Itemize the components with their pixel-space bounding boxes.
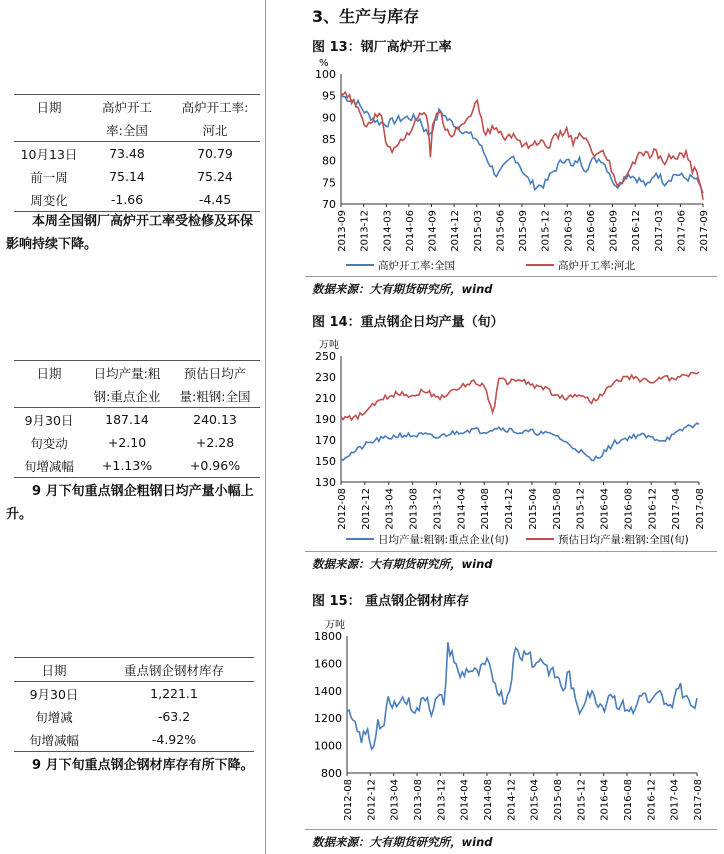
x-tick-label: 2015-08 xyxy=(551,488,563,530)
y-tick-label: 1000 xyxy=(314,739,342,753)
x-tick-label: 2016-04 xyxy=(599,779,611,821)
column-divider xyxy=(265,0,266,854)
y-tick-label: 1800 xyxy=(314,630,342,643)
x-tick-label: 2014-08 xyxy=(483,779,494,821)
x-tick-label: 2013-12 xyxy=(436,779,448,821)
x-tick-label: 2015-12 xyxy=(540,210,552,252)
x-tick-label: 2017-08 xyxy=(695,488,706,530)
col-header-date: 日期 xyxy=(14,95,84,119)
col-header-inventory: 重点钢企钢材库存 xyxy=(94,658,254,682)
figure-15-title: 图 15： 重点钢企钢材库存 xyxy=(312,594,470,609)
figure-15-source: 数据来源：大有期货研究所，wind xyxy=(312,835,493,849)
separator xyxy=(305,551,717,552)
y-tick-label: 170 xyxy=(315,434,336,447)
y-tick-label: 230 xyxy=(315,371,336,384)
x-tick-label: 2014-08 xyxy=(480,488,492,530)
x-tick-label: 2012-08 xyxy=(343,779,354,821)
x-tick-label: 2013-08 xyxy=(408,488,420,530)
x-tick-label: 2016-09 xyxy=(608,210,620,252)
x-tick-label: 2015-09 xyxy=(518,210,529,252)
chart-daily-output xyxy=(305,334,717,549)
legend-label: 高炉开工率:河北 xyxy=(558,260,636,272)
col-header-key-output-2: 钢:重点企业 xyxy=(84,384,170,408)
x-tick-label: 2015-03 xyxy=(472,210,484,252)
x-tick-label: 2016-06 xyxy=(585,210,597,252)
x-tick-label: 2014-12 xyxy=(506,779,518,821)
figure-14-title: 图 14：重点钢企日均产量（旬） xyxy=(312,315,504,330)
x-tick-label: 2015-12 xyxy=(575,488,587,530)
table-blast-furnace xyxy=(14,94,260,212)
col-header-national-output-2: 量:粗钢:全国 xyxy=(170,384,260,408)
x-tick-label: 2016-12 xyxy=(631,210,643,252)
figure-13-title: 图 13：钢厂高炉开工率 xyxy=(312,40,452,55)
x-tick-label: 2014-12 xyxy=(504,488,516,530)
col-header-hebei-rate: 高炉开工率: xyxy=(170,95,260,119)
y-tick-label: 1400 xyxy=(314,684,342,698)
x-tick-label: 2016-12 xyxy=(646,779,658,821)
x-tick-label: 2012-12 xyxy=(360,488,372,530)
col-header-national-rate: 高炉开工 xyxy=(84,95,170,119)
y-tick-label: 190 xyxy=(315,413,336,426)
x-tick-label: 2013-09 xyxy=(337,210,348,252)
col-header-date: 日期 xyxy=(14,658,94,682)
col-header-key-output: 日均产量:粗 xyxy=(84,361,170,385)
figure-14-source: 数据来源：大有期货研究所，wind xyxy=(312,557,493,571)
y-tick-label: 75 xyxy=(322,176,336,190)
x-tick-label: 2016-12 xyxy=(647,488,659,530)
x-tick-label: 2014-04 xyxy=(459,779,471,821)
x-tick-label: 2016-08 xyxy=(623,779,634,821)
x-tick-label: 2013-04 xyxy=(384,488,396,530)
table-row: 9月30日 187.14 240.13 xyxy=(24,412,237,428)
note-inventory: 9 月下旬重点钢企钢材库存有所下降。 xyxy=(32,758,254,773)
chart-steel-inventory xyxy=(305,612,717,822)
y-unit-label: 万吨 xyxy=(325,620,345,631)
figure-13-source: 数据来源：大有期货研究所，wind xyxy=(312,282,493,296)
y-tick-label: 70 xyxy=(322,198,336,211)
x-tick-label: 2015-12 xyxy=(576,779,588,821)
series-line xyxy=(341,372,699,420)
x-tick-label: 2016-08 xyxy=(623,488,635,530)
table-row: 10月13日 73.48 70.79 xyxy=(20,146,233,162)
y-tick-label: 1200 xyxy=(314,712,342,726)
x-tick-label: 2017-03 xyxy=(653,210,665,252)
legend-label: 高炉开工率:全国 xyxy=(378,260,456,272)
y-tick-label: 130 xyxy=(315,476,336,489)
y-tick-label: 95 xyxy=(322,89,336,103)
x-tick-label: 2013-04 xyxy=(389,779,401,821)
x-tick-label: 2013-12 xyxy=(359,210,371,252)
x-tick-label: 2015-04 xyxy=(527,488,539,530)
chart-blast-furnace-rate xyxy=(305,60,717,275)
x-tick-label: 2016-04 xyxy=(599,488,611,530)
note-blast-furnace: 本周全国钢厂高炉开工率受检修及环保影响持续下降。 xyxy=(6,214,254,252)
table-row: 旬变动 +2.10 +2.28 xyxy=(30,435,235,451)
col-header-national-rate-2: 率:全国 xyxy=(84,118,170,142)
col-header-date: 日期 xyxy=(14,361,84,385)
series-line xyxy=(341,92,703,200)
table-row: 旬增减幅 -4.92% xyxy=(14,728,254,752)
y-tick-label: 150 xyxy=(315,455,336,468)
table-row: 9月30日 1,221.1 xyxy=(29,686,198,702)
series-line xyxy=(341,423,699,460)
separator xyxy=(305,829,717,830)
legend-label: 预估日均产量:粗钢:全国(旬) xyxy=(558,534,689,546)
y-unit-label: % xyxy=(319,58,329,69)
x-tick-label: 2016-03 xyxy=(563,210,575,252)
y-tick-label: 800 xyxy=(321,767,342,780)
y-tick-label: 1600 xyxy=(314,657,342,671)
table-row: 旬增减 -63.2 xyxy=(35,709,191,725)
x-tick-label: 2014-04 xyxy=(456,488,468,530)
series-line xyxy=(347,642,697,749)
col-header-hebei-rate-2: 河北 xyxy=(170,118,260,142)
x-tick-label: 2013-12 xyxy=(432,488,444,530)
x-tick-label: 2012-08 xyxy=(337,488,348,530)
y-tick-label: 210 xyxy=(315,392,336,405)
table-daily-output xyxy=(14,360,260,478)
x-tick-label: 2014-03 xyxy=(382,210,394,252)
y-tick-label: 90 xyxy=(322,111,336,125)
col-header-national-output: 预估日均产 xyxy=(170,361,260,385)
x-tick-label: 2012-12 xyxy=(366,779,378,821)
x-tick-label: 2017-04 xyxy=(669,779,681,821)
x-tick-label: 2017-09 xyxy=(699,210,710,252)
table-row: 旬增减幅 +1.13% +0.96% xyxy=(14,454,260,478)
x-tick-label: 2015-08 xyxy=(553,779,564,821)
x-tick-label: 2017-08 xyxy=(693,779,704,821)
x-tick-label: 2014-06 xyxy=(404,210,416,252)
x-tick-label: 2014-09 xyxy=(427,210,439,252)
table-row: 周变化 -1.66 -4.45 xyxy=(14,188,260,212)
x-tick-label: 2017-04 xyxy=(671,488,683,530)
y-tick-label: 100 xyxy=(315,68,336,81)
note-daily-output: 9 月下旬重点钢企粗钢日均产量小幅上升。 xyxy=(6,484,254,522)
y-tick-label: 85 xyxy=(322,133,336,146)
legend-label: 日均产量:粗钢:重点企业(旬) xyxy=(378,534,509,546)
y-tick-label: 80 xyxy=(322,154,336,168)
x-tick-label: 2015-04 xyxy=(529,779,541,821)
y-tick-label: 250 xyxy=(315,350,336,363)
table-inventory xyxy=(14,657,254,752)
x-tick-label: 2014-12 xyxy=(450,210,462,252)
x-tick-label: 2013-08 xyxy=(413,779,424,821)
x-tick-label: 2017-06 xyxy=(676,210,688,252)
table-row: 前一周 75.14 75.24 xyxy=(30,169,233,185)
separator xyxy=(305,276,717,277)
y-unit-label: 万吨 xyxy=(319,340,339,351)
section-title: 3、生产与库存 xyxy=(312,7,420,26)
x-tick-label: 2015-06 xyxy=(495,210,507,252)
